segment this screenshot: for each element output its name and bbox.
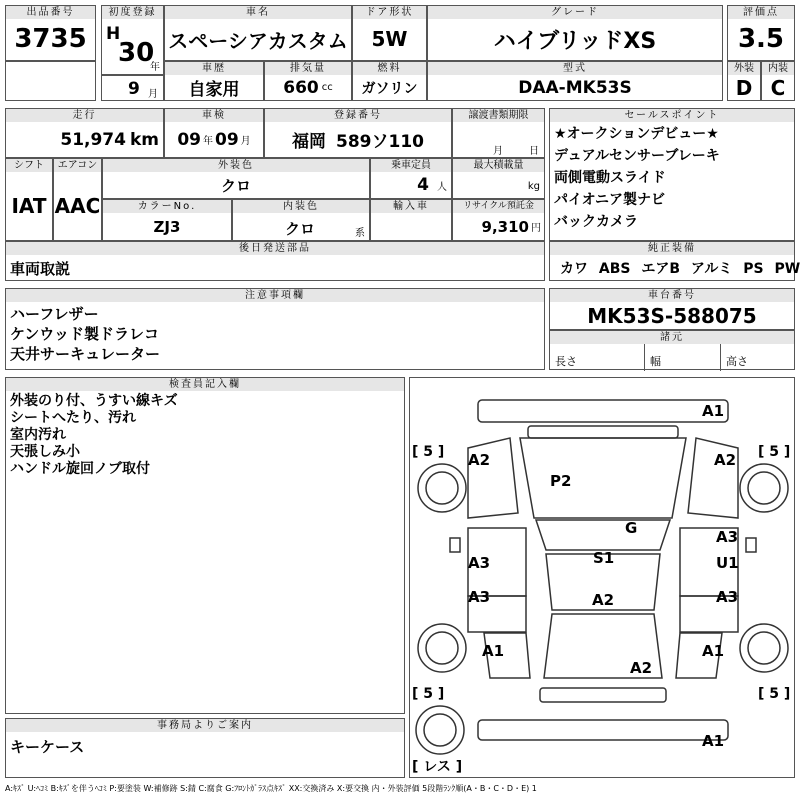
mark-a2-center: A2 — [592, 591, 615, 609]
shift-label: シフト — [6, 159, 52, 172]
equipment-label: 純正装備 — [550, 242, 794, 255]
car-name-cell — [164, 5, 352, 61]
sales-point: パイオニア製ナビ — [554, 192, 666, 208]
spec-label: 諸元 — [550, 331, 794, 344]
ext-label: 外装 — [728, 62, 760, 75]
capacity-unit: 人 — [437, 181, 447, 193]
notes-cell — [5, 288, 545, 370]
int-label: 内装 — [762, 62, 794, 75]
spec-cell — [549, 330, 795, 370]
sales-point: ★オークションデビュー★ — [554, 126, 719, 142]
score-label: 評価点 — [728, 6, 794, 19]
registration — [265, 122, 451, 157]
grade-cell — [427, 5, 723, 61]
tire-rl: [ 5 ] — [412, 686, 445, 702]
transfer-month: 月 — [493, 146, 503, 157]
color-no-label: カラーNo. — [103, 200, 231, 213]
notes-label: 注意事項欄 — [6, 289, 544, 302]
office-cell — [5, 718, 405, 778]
mark-rd-a3: A3 — [716, 528, 739, 546]
equipment-item: アルミ — [690, 261, 733, 277]
mileage-label: 走行 — [6, 109, 163, 122]
displacement-label: 排気量 — [265, 62, 351, 75]
reg-year: 30 — [118, 38, 155, 68]
mark-rq-a1: A1 — [702, 642, 725, 660]
capacity-cell — [370, 158, 452, 199]
registration-label: 登録番号 — [265, 109, 451, 122]
car-name-label: 車名 — [165, 6, 351, 19]
color-label: 外装色 — [103, 159, 369, 172]
registration-cell — [264, 108, 452, 158]
mark-ld-a3: A3 — [468, 554, 491, 572]
interior-color-label: 内装色 — [233, 200, 369, 213]
mark-top-a1: A1 — [702, 402, 725, 420]
inspector-label: 検査員記入欄 — [6, 378, 404, 391]
recycle-cell — [452, 199, 545, 241]
chassis-cell — [549, 288, 795, 330]
inspector-item: シートへたり、汚れ — [10, 410, 136, 426]
lot-cell — [5, 5, 96, 61]
month-cell — [101, 75, 164, 101]
load-cell — [452, 158, 545, 199]
note-item: 天井サーキュレーター — [10, 345, 161, 363]
transfer-cell — [452, 108, 545, 158]
capacity-value: 4 — [417, 175, 429, 195]
inspector-list — [6, 391, 404, 480]
chassis-number: MK53S-588075 — [587, 303, 757, 328]
sales-points-label: セールスポイント — [550, 109, 794, 122]
sales-point: 両側電動スライド — [554, 170, 666, 186]
color-no-cell — [102, 199, 232, 241]
color-cell — [102, 158, 370, 199]
spec-width: 幅 — [650, 355, 661, 368]
year-unit: 年 — [150, 62, 160, 73]
lot-spacer — [5, 61, 96, 101]
equipment-item: PS — [743, 261, 764, 277]
int-score: C — [770, 75, 786, 100]
inspection — [165, 122, 263, 157]
notes-list — [6, 302, 544, 366]
score: 3.5 — [737, 24, 785, 54]
fuel-label: 燃料 — [353, 62, 426, 75]
insp-year: 09 — [177, 129, 201, 150]
later-parts-label: 後日発送部品 — [6, 242, 544, 255]
equipment-list — [550, 255, 800, 281]
equipment-item: ABS — [598, 261, 631, 277]
office-label: 事務局よりご案内 — [6, 719, 404, 732]
displacement-cell — [264, 61, 352, 101]
spec-divider — [644, 344, 645, 371]
color: クロ — [220, 176, 251, 195]
interior-color-unit: 系 — [355, 228, 365, 239]
mark-fr-a2: A2 — [714, 451, 737, 469]
sales-points-list — [550, 122, 794, 235]
mark-rear-a2: A2 — [630, 659, 653, 677]
mileage — [6, 122, 163, 157]
model: DAA-MK53S — [518, 77, 632, 98]
mark-s1: S1 — [593, 549, 615, 567]
displacement — [265, 75, 351, 100]
sales-point: デュアルセンサーブレーキ — [554, 148, 720, 164]
recycle-unit: 円 — [531, 223, 541, 234]
car-diagram — [410, 378, 796, 779]
grade-label: グレード — [428, 6, 722, 19]
later-parts: 車両取説 — [10, 260, 71, 278]
reg-number: 589ソ110 — [336, 132, 424, 152]
inspector-item: 室内汚れ — [10, 427, 66, 443]
mark-u1: U1 — [716, 554, 739, 572]
inspection-cell — [164, 108, 264, 158]
tire-spare: [ レス ] — [412, 759, 463, 775]
mark-rr-a3: A3 — [716, 588, 739, 606]
mileage-unit: km — [129, 129, 159, 150]
aircon-cell — [53, 158, 102, 241]
load-label: 最大積載量 — [453, 159, 544, 172]
fuel: ガソリン — [361, 80, 418, 97]
recycle — [453, 213, 544, 240]
aircon: AAC — [54, 194, 101, 218]
mileage-value: 51,974 — [60, 129, 126, 150]
later-parts-cell — [5, 241, 545, 281]
fuel-cell — [352, 61, 427, 101]
equipment-cell — [549, 241, 800, 281]
tire-fl: [ 5 ] — [412, 444, 445, 460]
insp-month-unit: 月 — [240, 136, 251, 147]
shift: IAT — [11, 194, 47, 218]
damage-legend: A:ｷｽﾞ U:ﾍｺﾐ B:ｷｽﾞを伴うﾍｺﾐ P:要塗装 W:補修跡 S:錆 C:腐食 G:ﾌﾛﾝﾄｶﾞﾗｽ点ｷｽﾞ XX:交換済み X:要交換 内・外装評価 5段階ﾗﾝｸ順(A・B・C・D・E) 1 — [5, 784, 537, 793]
first-reg-label: 初度登録 — [102, 6, 163, 19]
interior-color-cell — [232, 199, 370, 241]
interior-color: クロ — [285, 220, 316, 238]
capacity-label: 乗車定員 — [371, 159, 451, 172]
era: H — [106, 24, 121, 44]
model-label: 型式 — [428, 62, 722, 75]
transfer-day: 日 — [529, 146, 539, 157]
ext-score: D — [735, 75, 753, 100]
inspector-item: 外装のり付、うすい線キズ — [10, 393, 178, 409]
mark-fl-a2: A2 — [468, 451, 491, 469]
recycle-label: リサイクル預託金 — [453, 200, 544, 213]
insp-month: 09 — [215, 129, 239, 150]
note-item: ハーフレザー — [10, 305, 99, 323]
displacement-value: 660 — [283, 77, 319, 98]
ext-cell — [727, 61, 761, 101]
equipment-item: カワ — [560, 261, 588, 277]
door-label: ドア形状 — [353, 6, 426, 19]
mark-lr-a3: A3 — [468, 588, 491, 606]
lot-label: 出品番号 — [6, 6, 95, 19]
mileage-cell — [5, 108, 164, 158]
month-unit: 月 — [148, 89, 158, 100]
note-item: ケンウッド製ドラレコ — [10, 325, 159, 343]
mark-p2: P2 — [550, 472, 572, 490]
spec-height: 高さ — [726, 355, 748, 368]
load-unit: kg — [527, 181, 540, 192]
inspection-label: 車検 — [165, 109, 263, 122]
lot-number: 3735 — [14, 24, 87, 54]
mark-lq-a1: A1 — [482, 642, 505, 660]
inspector-cell — [5, 377, 405, 714]
damage-diagram — [409, 377, 795, 778]
capacity — [371, 172, 451, 198]
spec-length: 長さ — [555, 355, 577, 368]
grade: ハイブリッドXS — [493, 28, 657, 54]
car-name: スペーシアカスタム — [168, 28, 348, 53]
mark-bottom-a1: A1 — [702, 732, 725, 750]
spec-divider — [720, 344, 721, 371]
tire-rr: [ 5 ] — [758, 686, 791, 702]
import-cell — [370, 199, 452, 241]
equipment-item: PW — [774, 261, 800, 277]
mark-g: G — [625, 519, 638, 537]
recycle-value: 9,310 — [481, 217, 529, 236]
inspector-item: 天張しみ小 — [10, 444, 80, 460]
int-cell — [761, 61, 795, 101]
model-cell — [427, 61, 723, 101]
history-label: 車歴 — [165, 62, 263, 75]
reg-area: 福岡 — [292, 132, 326, 152]
reg-month: 9 — [128, 79, 140, 99]
history: 自家用 — [188, 80, 240, 100]
history-cell — [164, 61, 264, 101]
sales-point: バックカメラ — [554, 214, 638, 230]
transfer-label: 譲渡書類期限 — [453, 109, 544, 122]
sales-points-cell — [549, 108, 795, 241]
office-note: キーケース — [10, 738, 85, 756]
first-reg-cell — [101, 5, 164, 75]
aircon-label: エアコン — [54, 159, 101, 172]
shift-cell — [5, 158, 53, 241]
import-label: 輸入車 — [371, 200, 451, 213]
equipment-item: エアB — [641, 261, 681, 277]
color-no: ZJ3 — [153, 217, 181, 236]
chassis-label: 車台番号 — [550, 289, 794, 302]
insp-year-unit: 年 — [203, 136, 213, 147]
displacement-unit: cc — [321, 82, 333, 93]
door-cell — [352, 5, 427, 61]
inspector-item: ハンドル旋回ノブ取付 — [10, 461, 150, 477]
tire-fr: [ 5 ] — [758, 444, 791, 460]
score-cell — [727, 5, 795, 61]
door-type: 5W — [371, 27, 408, 51]
